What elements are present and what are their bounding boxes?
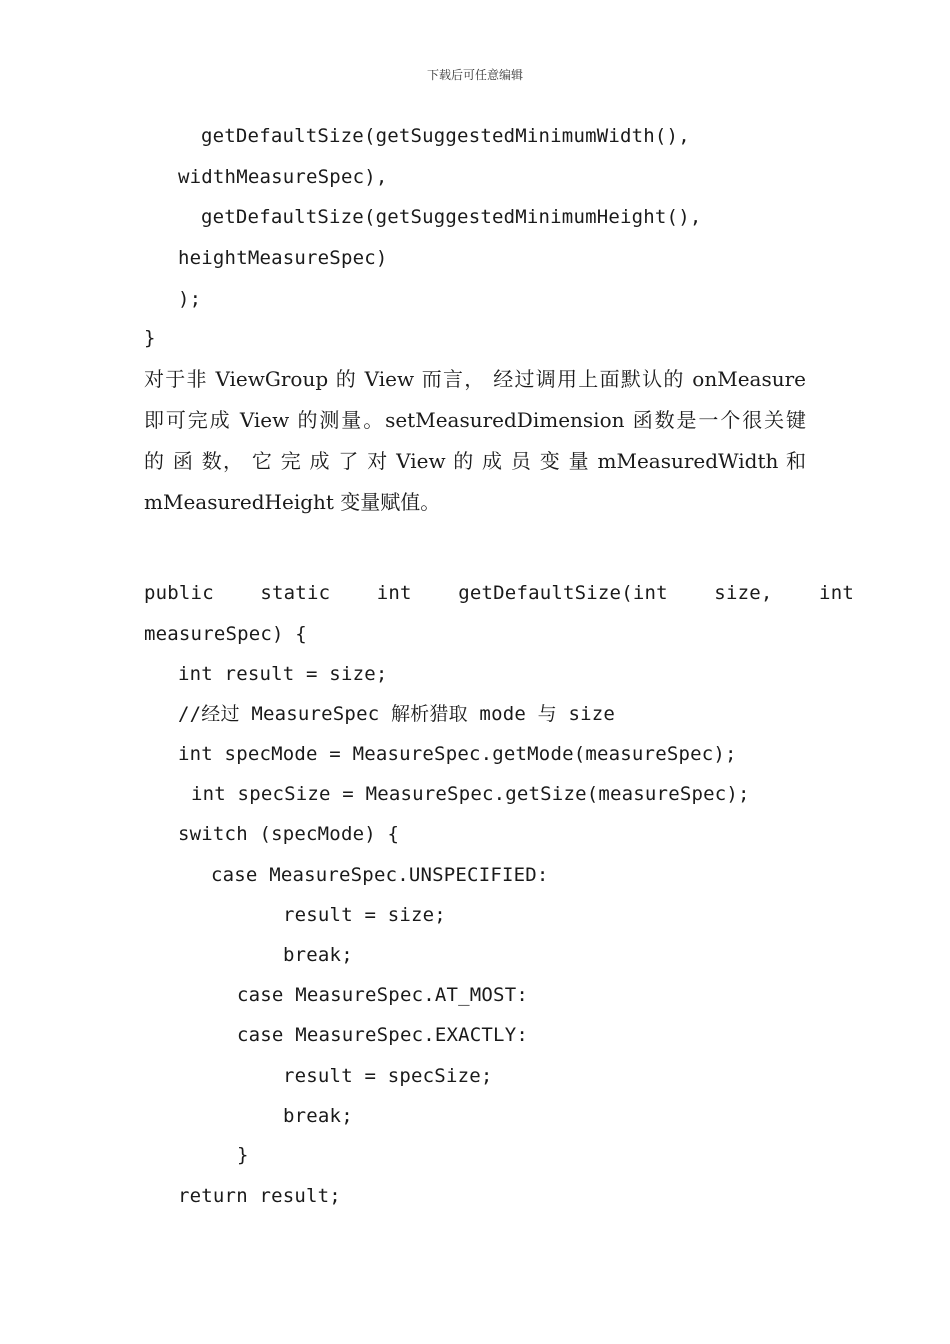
code-line: break; [283,1105,353,1127]
paragraph-line: 的 函 数， 它 完 成 了 对 View 的 成 员 变 量 mMeasuredWidth 和 [144,449,806,473]
paragraph-line: 对于非 ViewGroup 的 View 而言， 经过调用上面默认的 onMeasure [144,367,806,391]
code-line: ); [178,288,202,310]
code-line: int specMode = MeasureSpec.getMode(measureSpec); [178,743,737,765]
code-line: result = size; [283,904,446,926]
code-line: measureSpec) { [144,623,307,645]
code-line: result = specSize; [283,1065,493,1087]
code-line: heightMeasureSpec) [178,247,388,269]
page-header: 下载后可任意编辑 [426,68,523,82]
code-line: int result = size; [178,663,388,685]
paragraph-line: 即可完成 View 的测量。setMeasuredDimension 函数是一个很关键 [144,408,806,432]
code-line: } [144,327,156,349]
code-line: widthMeasureSpec), [178,166,388,188]
code-comment: //经过 MeasureSpec 解析猎取 mode 与 size [178,703,616,725]
code-line: case MeasureSpec.EXACTLY: [237,1024,528,1046]
code-line: return result; [178,1185,341,1207]
code-line: case MeasureSpec.UNSPECIFIED: [211,864,549,886]
code-line: switch (specMode) { [178,823,400,845]
code-line: break; [283,944,353,966]
code-line: getDefaultSize(getSuggestedMinimumHeight(), [201,206,702,228]
code-line: case MeasureSpec.AT_MOST: [237,984,528,1006]
code-line: getDefaultSize(getSuggestedMinimumWidth(), [201,125,690,147]
code-line: } [237,1144,249,1166]
paragraph-line: mMeasuredHeight 变量赋值。 [144,490,441,514]
code-line: public static int getDefaultSize(int size, int [144,582,854,604]
code-line: int specSize = MeasureSpec.getSize(measureSpec); [191,783,750,805]
